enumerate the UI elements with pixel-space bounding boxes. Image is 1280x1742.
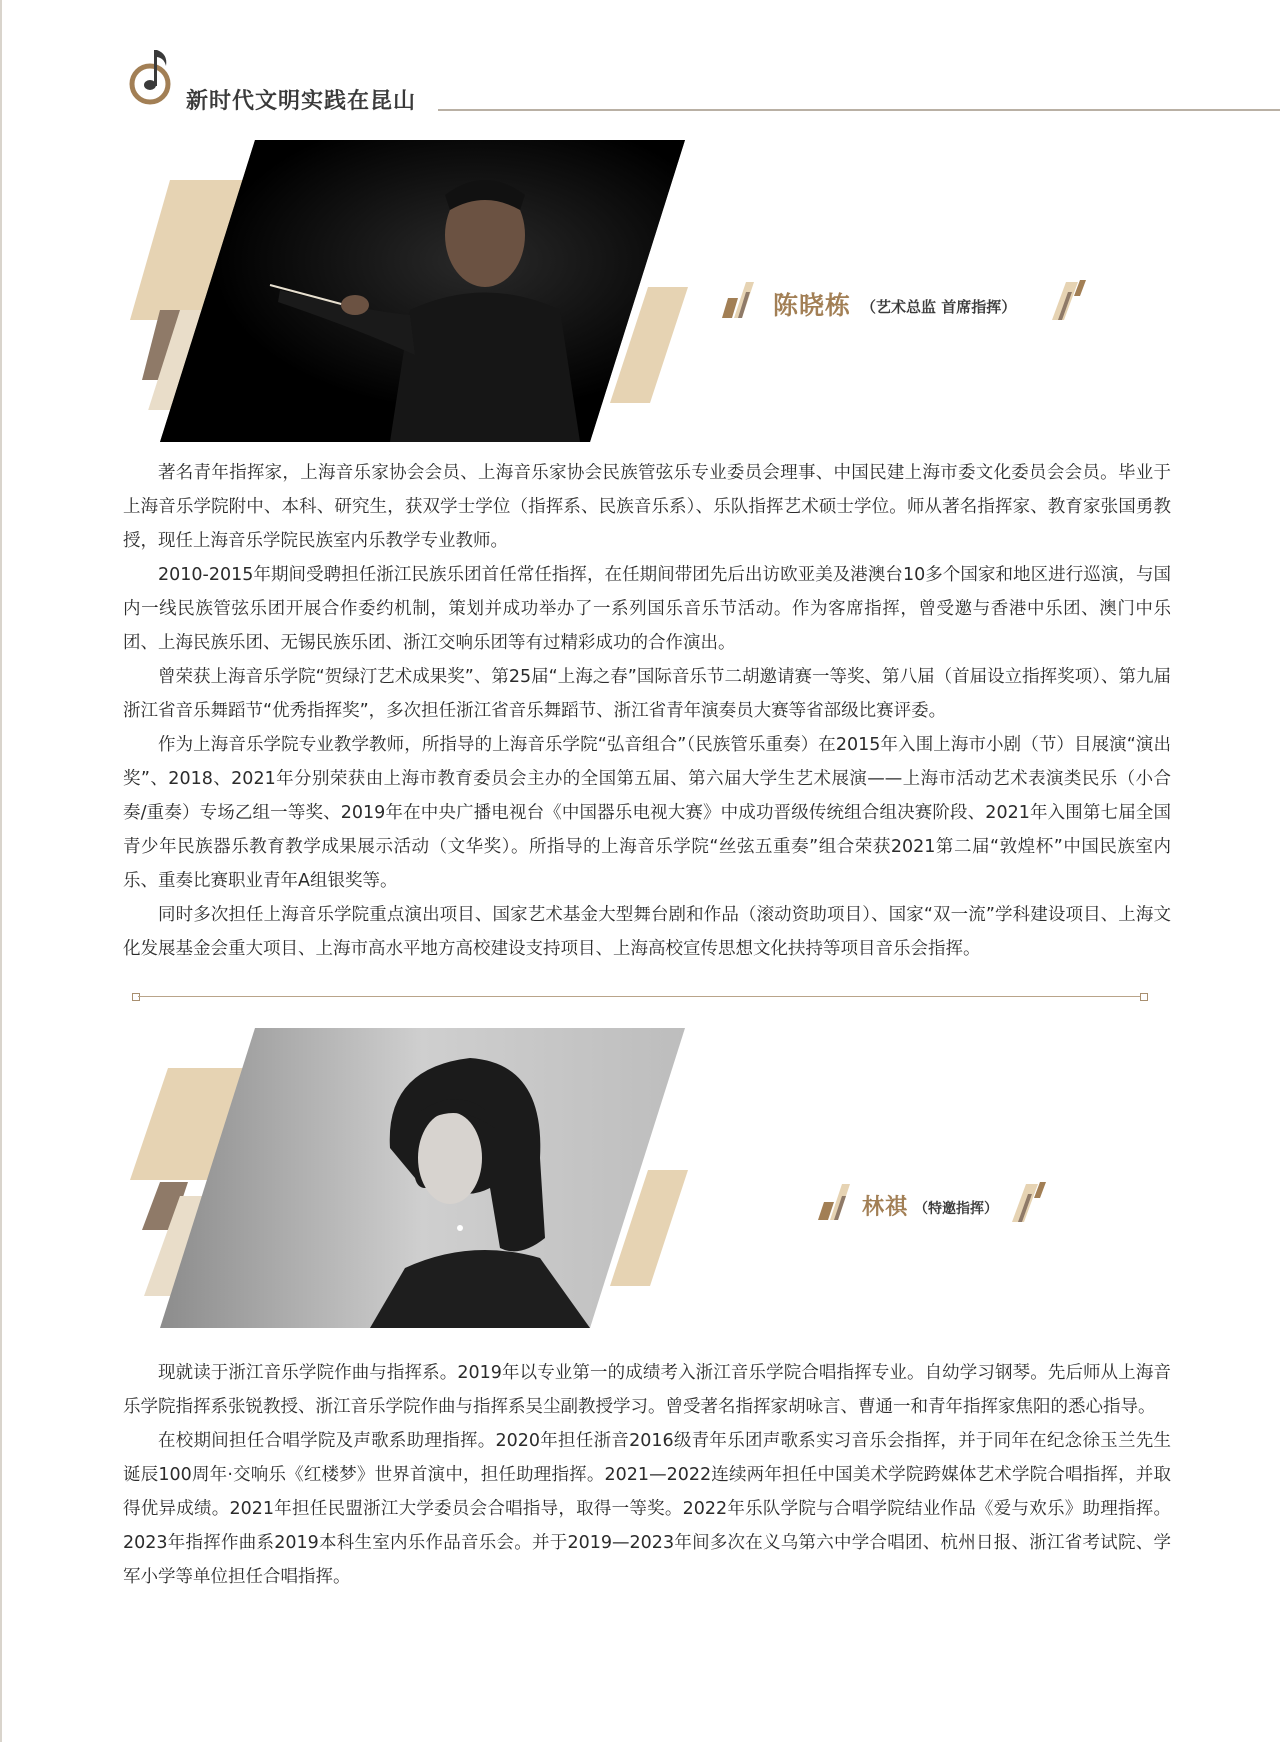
decorative-shape bbox=[610, 285, 690, 405]
slash-ornament-right-icon bbox=[1048, 278, 1098, 324]
bio-paragraph: 在校期间担任合唱学院及声歌系助理指挥。2020年担任浙音2016级青年乐团声歌系实习音乐会指挥，并于同年在纪念徐玉兰先生诞辰100周年·交响乐《红楼梦》世界首演中，担任助理指挥。2021—2022连续两年担任中国美术学院跨媒体艺术学院合唱指挥，并取得优异成绩。2021年担任民盟浙江大学委员会合唱指导，取得一等奖。2022年乐队学院与合唱学院结业作品《爱与欢乐》助理指挥。2023年指挥作曲系2019本科生室内乐作品音乐会。并于2019—2023年间多次在义乌第六中学合唱团、杭州日报、浙江省考试院、学军小学等单位担任合唱指挥。 bbox=[123, 1431, 1171, 1587]
profile-bio bbox=[123, 1356, 1171, 1594]
bio-paragraph: 曾荣获上海音乐学院“贺绿汀艺术成果奖”、第25届“上海之春”国际音乐节二胡邀请赛一等奖、第八届（首届设立指挥奖项）、第九届浙江省音乐舞蹈节“优秀指挥奖”，多次担任浙江省音乐舞蹈节、浙江省青年演奏员大赛等省部级比赛评委。 bbox=[123, 667, 1171, 721]
header-rule bbox=[438, 109, 1280, 111]
bio-paragraph: 作为上海音乐学院专业教学教师，所指导的上海音乐学院“弘音组合”（民族管乐重奏）在2015年入围上海市小剧（节）目展演“演出奖”、2018、2021年分别荣获由上海市教育委员会主办的全国第五届、第六届大学生艺术展演——上海市活动艺术表演类民乐（小合奏/重奏）专场乙组一等奖、2019年在中央广播电视台《中国器乐电视大赛》中成功晋级传统组合组决赛阶段、2021年入围第七届全国青少年民族器乐教育教学成果展示活动（文华奖）。所指导的上海音乐学院“丝弦五重奏”组合荣获2021第二届“敦煌杯”中国民族室内乐、重奏比赛职业青年A组银奖等。 bbox=[123, 735, 1171, 891]
profile-role: （特邀指挥） bbox=[914, 1200, 999, 1217]
slash-ornament-right-icon bbox=[1010, 1180, 1058, 1226]
page-header bbox=[128, 44, 1280, 114]
divider-end-square bbox=[1140, 993, 1148, 1001]
guest-conductor-photo bbox=[160, 1028, 685, 1328]
conductor-photo bbox=[160, 140, 685, 442]
divider-end-square bbox=[132, 993, 140, 1001]
profile-name: 林祺 bbox=[862, 1195, 909, 1220]
divider-line bbox=[138, 996, 1142, 997]
bio-paragraph: 著名青年指挥家，上海音乐家协会会员、上海音乐家协会民族管弦乐专业委员会理事、中国民建上海市委文化委员会会员。毕业于上海音乐学院附中、本科、研究生，获双学士学位（指挥系、民族音乐系）、乐队指挥艺术硕士学位。师从著名指挥家、教育家张国勇教授，现任上海音乐学院民族室内乐教学专业教师。 bbox=[123, 463, 1171, 551]
page-edge-rule bbox=[0, 0, 2, 1742]
slash-ornament-left-icon bbox=[712, 278, 762, 324]
profile-name: 陈晓栋 bbox=[773, 291, 852, 320]
profile-name-block bbox=[773, 286, 1016, 322]
section-divider bbox=[132, 992, 1148, 1002]
profile-name-block bbox=[862, 1190, 998, 1221]
profile-role: （艺术总监 首席指挥） bbox=[861, 297, 1017, 316]
bio-paragraph: 2010-2015年期间受聘担任浙江民族乐团首任常任指挥，在任期间带团先后出访欧亚美及港澳台10多个国家和地区进行巡演，与国内一线民族管弦乐团开展合作委约机制，策划并成功举办了一系列国乐音乐节活动。作为客席指挥，曾受邀与香港中乐团、澳门中乐团、上海民族乐团、无锡民族乐团、浙江交响乐团等有过精彩成功的合作演出。 bbox=[123, 565, 1171, 653]
bio-paragraph: 现就读于浙江音乐学院作曲与指挥系。2019年以专业第一的成绩考入浙江音乐学院合唱指挥专业。自幼学习钢琴。先后师从上海音乐学院指挥系张锐教授、浙江音乐学院作曲与指挥系吴尘副教授学习。曾受著名指挥家胡咏言、曹通一和青年指挥家焦阳的悉心指导。 bbox=[123, 1363, 1171, 1417]
page-title: 新时代文明实践在昆山 bbox=[186, 88, 417, 114]
profile-bio bbox=[123, 456, 1171, 966]
slash-ornament-left-icon bbox=[810, 1180, 858, 1226]
decorative-shape bbox=[610, 1168, 690, 1288]
bio-paragraph: 同时多次担任上海音乐学院重点演出项目、国家艺术基金大型舞台剧和作品（滚动资助项目）、国家“双一流”学科建设项目、上海文化发展基金会重大项目、上海市高水平地方高校建设支持项目、上海高校宣传思想文化扶持等项目音乐会指挥。 bbox=[123, 905, 1171, 959]
music-note-logo-icon bbox=[128, 44, 180, 108]
